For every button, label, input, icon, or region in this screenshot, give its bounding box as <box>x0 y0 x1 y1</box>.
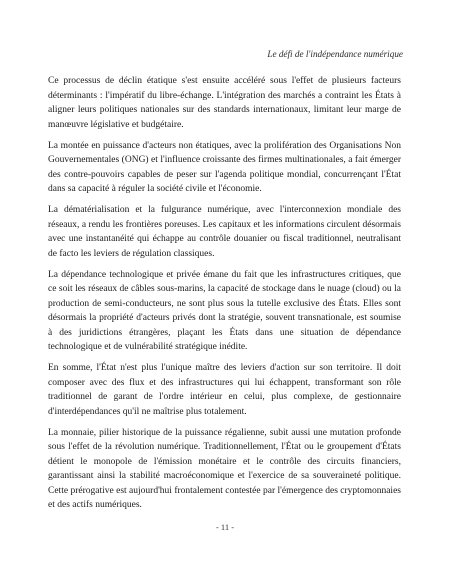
paragraph-currency: La monnaie, pilier historique de la puissance régalienne, subit aussi une mutation profonde sous l'effet de la révolution numérique. Traditionnellement, l'État ou le groupement d'États détient le monopole de l'émission monétaire et le contrôle des circuits financiers, garantissant ainsi la stabilité macroéconomique et l'exercice de sa souveraineté politique. Cette prérogative est aujourd'hui frontalement contestée par l'émergence des cryptomonnaies et des actifs numériques. <box>48 427 401 510</box>
paragraph-summary: En somme, l'État n'est plus l'unique maître des leviers d'action sur son territoire. Il doit composer avec des flux et des infrastructures qui lui échappent, transformant son rôle traditionnel de garant de l'ordre intérieur en celui, plus complexe, de gestionnaire d'interdépendances qu'il ne maîtrise plus totalement. <box>48 363 401 417</box>
paragraph-dematerialisation: La dématérialisation et la fulgurance numérique, avec l'interconnexion mondiale des réseaux, a rendu les frontières poreuses. Les capitaux et les informations circulent désormais avec une instantanéité qui échappe au contrôle douanier ou fiscal traditionnel, neutralisant de facto les leviers de régulation classiques. <box>48 205 401 259</box>
page-number: - 11 - <box>215 522 235 532</box>
paragraph-non-state-actors: La montée en puissance d'acteurs non étatiques, avec la prolifération des Organisations Non Gouvernementales (ONG) et l'influence croissante des firmes multinationales, a fait émerger des contre-pouvoirs capables de peser sur l'agenda politique mondial, concurrençant l'État dans sa capacité à réguler la société civile et l'économie. <box>48 140 401 194</box>
running-header: Le défi de l'indépendance numérique <box>267 49 403 59</box>
body-text <box>48 74 401 519</box>
paragraph-free-trade: Ce processus de déclin étatique s'est ensuite accéléré sous l'effet de plusieurs facteurs déterminants : l'impératif du libre-échange. L'intégration des marchés a contraint les États à aligner leurs politiques nationales sur des standards internationaux, limitant leur marge de manœuvre législative et budgétaire. <box>48 76 401 130</box>
paragraph-technological-dependence: La dépendance technologique et privée émane du fait que les infrastructures critiques, que ce soit les réseaux de câbles sous-marins, la capacité de stockage dans le nuage (cloud) ou la production de semi-conducteurs, ne sont plus sous la tutelle exclusive des États. Elles sont désormais la propriété d'acteurs privés dont la stratégie, souvent transnationale, est soumise à des juridictions étrangères, plaçant les États dans une situation de dépendance technologique et de vulnérabilité stratégique inédite. <box>48 269 401 352</box>
